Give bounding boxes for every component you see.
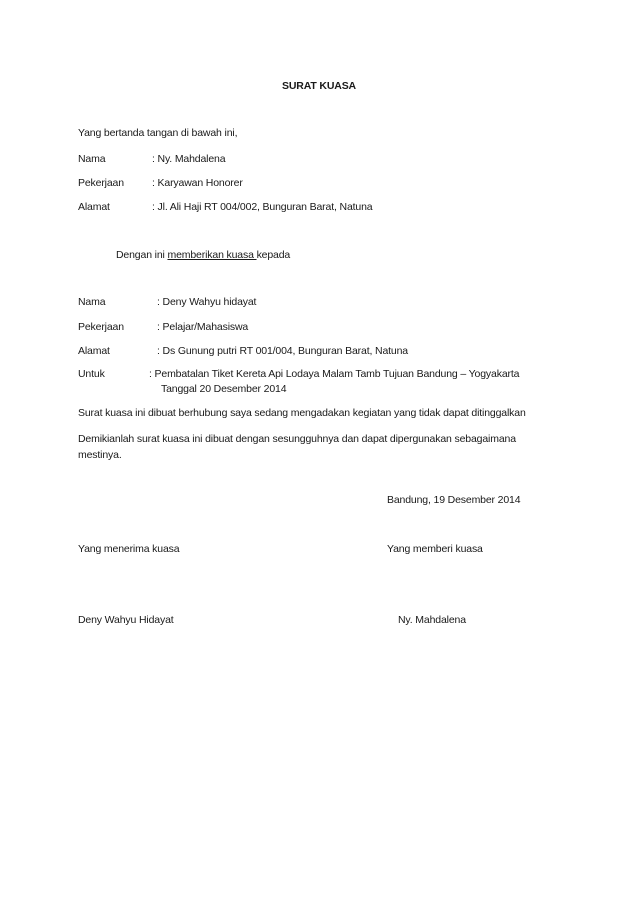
giver-name-label: Nama — [78, 153, 106, 165]
intro-text: Yang bertanda tangan di bawah ini, — [78, 127, 238, 139]
receiver-purpose-value-line2: Tanggal 20 Desember 2014 — [161, 383, 287, 395]
receiver-job-value: : Pelajar/Mahasiswa — [157, 321, 249, 333]
giver-job-label: Pekerjaan — [78, 177, 124, 189]
giver-address-label: Alamat — [78, 201, 110, 213]
signature-right-role: Yang memberi kuasa — [387, 543, 483, 555]
signature-right-name: Ny. Mahdalena — [398, 614, 466, 626]
statement-text: Surat kuasa ini dibuat berhubung saya sedang mengadakan kegiatan yang tidak dapat ditinggalkan — [78, 407, 526, 419]
place-date: Bandung, 19 Desember 2014 — [387, 494, 521, 506]
closing-text: Demikianlah surat kuasa ini dibuat dengan sesungguhnya dan dapat dipergunakan sebagaimana mestinya. — [78, 433, 516, 461]
signature-left-name: Deny Wahyu Hidayat — [78, 614, 174, 626]
giver-job-value: : Karyawan Honorer — [152, 177, 243, 189]
grant-line — [116, 249, 290, 261]
receiver-purpose-label: Untuk — [78, 368, 105, 380]
receiver-address-label: Alamat — [78, 345, 110, 357]
grant-line-before: Dengan ini — [116, 249, 168, 261]
grant-line-after: kepada — [256, 249, 291, 261]
receiver-name-label: Nama — [78, 296, 106, 308]
giver-address-value: : Jl. Ali Haji RT 004/002, Bunguran Barat, Natuna — [152, 201, 373, 213]
receiver-purpose-value-line1: : Pembatalan Tiket Kereta Api Lodaya Malam Tamb Tujuan Bandung – Yogyakarta — [149, 368, 520, 380]
signature-left-role: Yang menerima kuasa — [78, 543, 180, 555]
grant-line-underlined: memberikan kuasa — [167, 249, 257, 261]
receiver-name-value: : Deny Wahyu hidayat — [157, 296, 257, 308]
receiver-address-value: : Ds Gunung putri RT 001/004, Bunguran Barat, Natuna — [157, 345, 408, 357]
giver-name-value: : Ny. Mahdalena — [152, 153, 226, 165]
document-title: SURAT KUASA — [282, 80, 356, 92]
receiver-job-label: Pekerjaan — [78, 321, 124, 333]
